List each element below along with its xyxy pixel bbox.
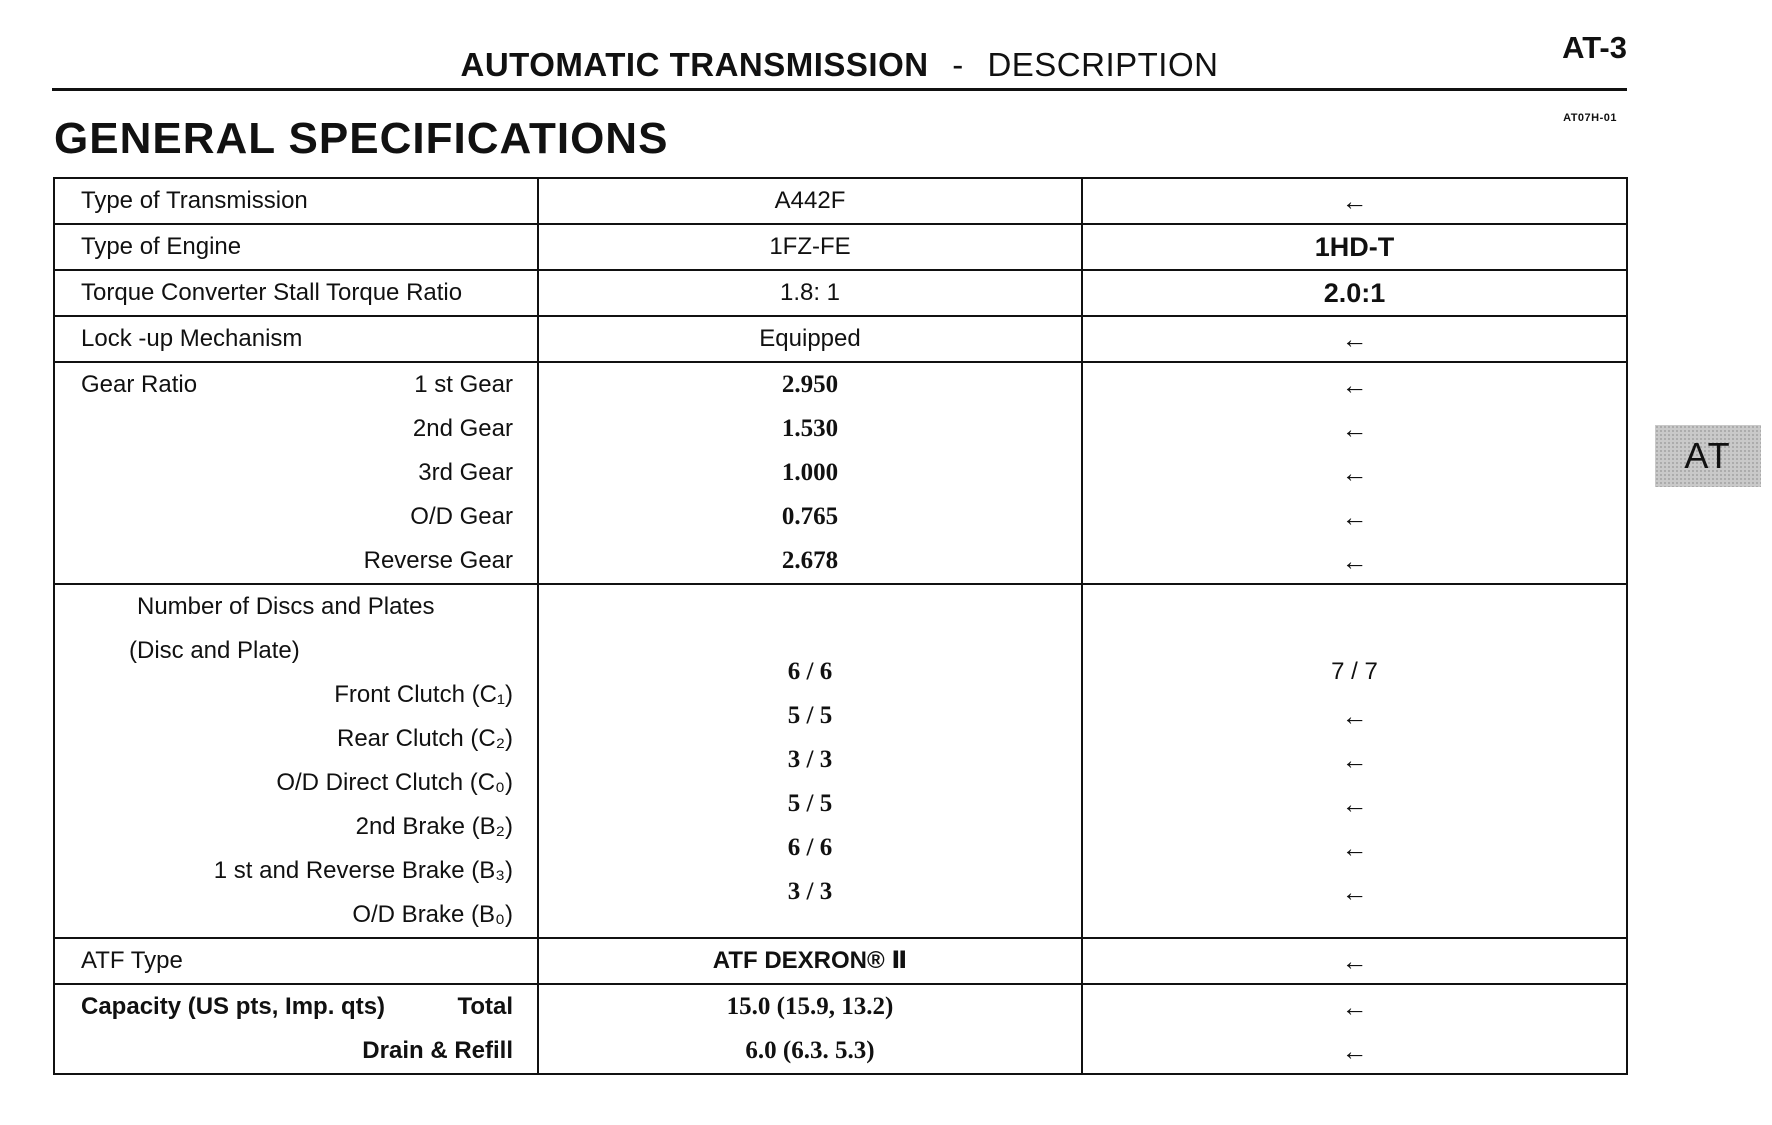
atf-type-value: ATF DEXRON® Ⅱ — [712, 947, 908, 974]
disc-plate-count: 6 / 6 — [787, 834, 833, 861]
stall-ratio-label: Torque Converter Stall Torque Ratio — [81, 279, 463, 306]
stall-ratio-value: 1.8: 1 — [779, 279, 841, 306]
table-row-atf-type — [54, 938, 1627, 984]
component-name: O/D Direct Clutch (C₀) — [276, 769, 513, 796]
capacity-drain-alt-arrow: ← — [1341, 1036, 1368, 1066]
gear-ratio-value: 2.678 — [781, 547, 839, 574]
stall-ratio-alt-value: 2.0:1 — [1323, 278, 1386, 308]
header-title-separator: - — [952, 46, 964, 83]
header-title-main: AUTOMATIC TRANSMISSION — [460, 46, 929, 83]
disc-plate-count: 6 / 6 — [787, 658, 833, 685]
lockup-value: Equipped — [759, 325, 861, 352]
discs-plates-label: Number of Discs and Plates — [137, 593, 435, 620]
gear-name: 3rd Gear — [418, 459, 513, 486]
engine-type-alt-value: 1HD-T — [1314, 232, 1395, 262]
disc-plate-count: 3 / 3 — [787, 746, 833, 773]
doc-code: AT07H-01 — [1563, 112, 1617, 124]
gear-ratio-value: 0.765 — [781, 503, 839, 530]
capacity-drain-value: 6.0 (6.3. 5.3) — [745, 1037, 875, 1064]
disc-plate-alt-arrow: ← — [1341, 745, 1368, 775]
component-name: O/D Brake (B₀) — [352, 901, 513, 928]
capacity-total-label: Total — [457, 993, 513, 1020]
side-tab-at[interactable]: AT — [1655, 425, 1761, 487]
gear-ratio-alt-arrow: ← — [1341, 546, 1368, 576]
gear-ratio-line-1 — [81, 363, 513, 407]
table-row-lockup — [54, 316, 1627, 362]
table-row-gear-ratio — [54, 362, 1627, 584]
transmission-type-value: A442F — [774, 187, 846, 214]
engine-type-value: 1FZ-FE — [769, 233, 851, 260]
lockup-alt-arrow: ← — [1341, 324, 1368, 354]
disc-plate-alt-arrow: ← — [1341, 789, 1368, 819]
component-name: 1 st and Reverse Brake (B₃) — [213, 857, 513, 884]
component-name: Front Clutch (C₁) — [334, 681, 513, 708]
header-rule — [52, 88, 1627, 91]
gear-name: O/D Gear — [410, 503, 513, 530]
discs-plates-sublabel: (Disc and Plate) — [129, 637, 300, 664]
gear-ratio-alt-arrow: ← — [1341, 502, 1368, 532]
header-title — [52, 46, 1627, 84]
table-row-discs-plates — [54, 584, 1627, 938]
disc-plate-alt-count: 7 / 7 — [1331, 658, 1378, 685]
capacity-line-1 — [81, 985, 513, 1029]
atf-type-alt-arrow: ← — [1341, 946, 1368, 976]
gear-name: 2nd Gear — [412, 415, 513, 442]
engine-type-label: Type of Engine — [81, 233, 242, 260]
section-title: GENERAL SPECIFICATIONS — [54, 114, 669, 163]
table-row-capacity — [54, 984, 1627, 1074]
table-row-engine-type — [54, 224, 1627, 270]
capacity-label: Capacity (US pts, Imp. qts) — [81, 993, 386, 1020]
gear-ratio-alt-arrow: ← — [1341, 370, 1368, 400]
gear-ratio-alt-arrow: ← — [1341, 458, 1368, 488]
component-name: 2nd Brake (B₂) — [355, 813, 513, 840]
disc-plate-count: 3 / 3 — [787, 878, 833, 905]
table-row-stall-ratio — [54, 270, 1627, 316]
gear-ratio-value: 2.950 — [781, 371, 839, 398]
disc-plate-alt-arrow: ← — [1341, 701, 1368, 731]
disc-plate-count: 5 / 5 — [787, 790, 833, 817]
gear-name: 1 st Gear — [414, 371, 513, 398]
gear-name: Reverse Gear — [363, 547, 513, 574]
gear-ratio-label: Gear Ratio — [81, 371, 198, 398]
transmission-type-alt-arrow: ← — [1341, 186, 1368, 216]
capacity-total-alt-arrow: ← — [1341, 992, 1368, 1022]
capacity-total-value: 15.0 (15.9, 13.2) — [726, 993, 894, 1020]
disc-plate-alt-arrow: ← — [1341, 833, 1368, 863]
table-row-transmission-type — [54, 178, 1627, 224]
transmission-type-label: Type of Transmission — [81, 187, 308, 214]
component-name: Rear Clutch (C₂) — [336, 725, 513, 752]
gear-ratio-alt-arrow: ← — [1341, 414, 1368, 444]
gear-ratio-value: 1.000 — [781, 459, 839, 486]
page-number: AT-3 — [1562, 30, 1627, 65]
header-title-sub: DESCRIPTION — [987, 46, 1219, 83]
disc-plate-count: 5 / 5 — [787, 702, 833, 729]
spec-table — [53, 177, 1628, 1075]
disc-plate-alt-arrow: ← — [1341, 877, 1368, 907]
capacity-drain-label: Drain & Refill — [362, 1037, 513, 1064]
gear-ratio-value: 1.530 — [781, 415, 839, 442]
atf-type-label: ATF Type — [81, 947, 183, 974]
lockup-label: Lock -up Mechanism — [81, 325, 303, 352]
